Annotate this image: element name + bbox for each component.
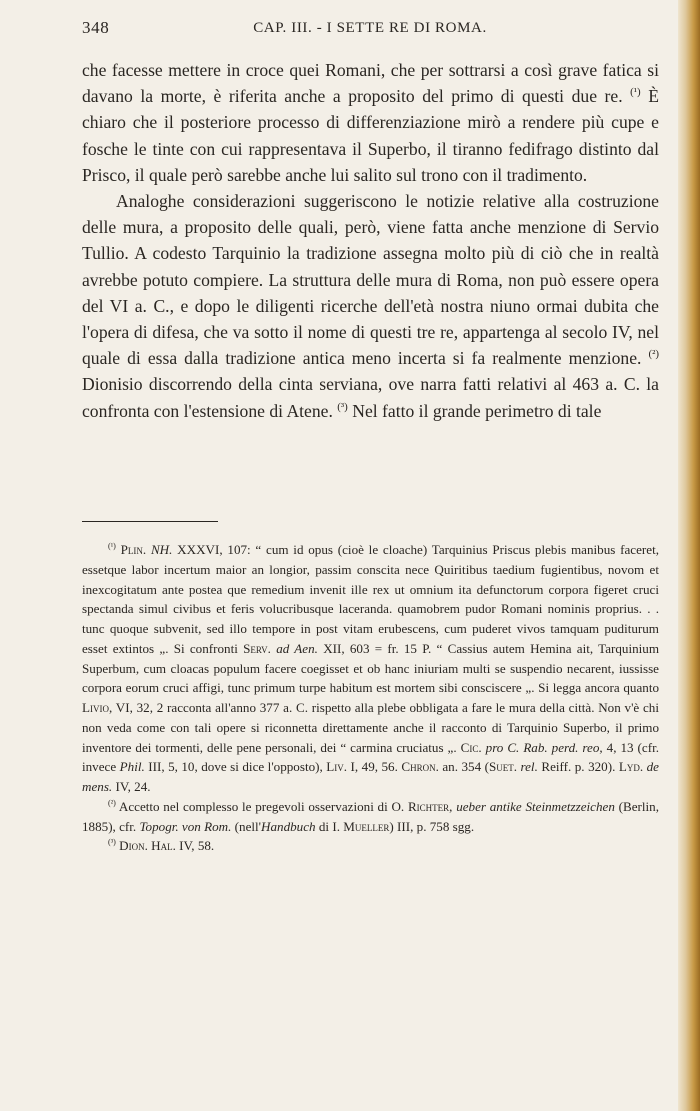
footnote-1-author-7: Suet.: [488, 759, 518, 775]
footnote-1-work-5: Phil.: [119, 759, 145, 775]
footnote-2: [82, 797, 659, 837]
footnote-2-text-4: di I.: [318, 818, 340, 834]
paragraph-2-end: Nel fatto il grande perimetro di tale: [352, 400, 602, 421]
footnote-2-text-5: III, p. 758 sgg.: [397, 818, 475, 834]
footnote-2-mark: (²): [108, 798, 116, 808]
footnote-1-text-5: III, 5, 10, dove si dice l'opposto),: [148, 759, 323, 775]
footnote-1-work-8: de mens.: [82, 759, 659, 794]
footnote-1-author-8: Lyd.: [618, 759, 644, 775]
footnote-1-work-7: rel.: [520, 759, 538, 775]
footnote-1-author-3: Livio,: [82, 700, 113, 715]
footnote-3-text: IV, 58.: [179, 838, 215, 854]
footnote-1-text-6: I, 49, 56.: [350, 759, 398, 775]
footnote-1-author-5: Liv.: [326, 759, 348, 775]
footnote-2-text: Accetto nel complesso le pregevoli osservazioni di O.: [118, 798, 405, 814]
page-edge-shadow: [678, 0, 700, 1111]
footnote-1-work-4: pro C. Rab. perd. reo,: [485, 739, 603, 755]
footnote-1-work: NH.: [150, 542, 173, 557]
footnote-3-author: Dion.: [119, 838, 148, 854]
footnote-ref-3: (³): [337, 400, 348, 413]
paragraph-1-continued: È chiaro che il posteriore processo di differenziazione mirò a rendere più cupe e fosche le tinte con cui rappresentava il Superbo, il tiranno fedifrago distinto dal Prisco, il quale però sarebbe anche lui salito sul trono con il tradimento.: [82, 86, 659, 185]
footnote-1-quote: XXXVI, 107: “ cum id opus (cioè le cloache) Tarquinius Priscus plebis manibus faceret, essetque labor incertum maior an longior, passim conscita nece Quiritibus taedium fugientibus, novom et inexcogitatum ante postea que remedium invenit ille rex ut omnium ita defunctorum corpora figeret cruci spectanda simul civibus et feris volucribusque laceranda. quamobrem pudor Romani nominis proprius. . . tunc quoque subvenit, sed illo tempore in post vitam erubescens, cum puderet vivos tamquam puditurum esset extintos „. Si confronti: [82, 542, 659, 656]
footnote-1-mark: (¹): [108, 541, 116, 551]
footnote-2-author: Richter,: [407, 798, 453, 814]
footnote-2-work-3: Handbuch: [261, 818, 316, 834]
footnote-2-work-2: Topogr. von Rom.: [139, 818, 232, 834]
paragraph-1: che facesse mettere in croce quei Romani, che per sottrarsi a così grave fatica si davano la morte, è riferita anche a proposito del primo di questi due re.: [82, 60, 659, 107]
main-text: [82, 57, 659, 424]
footnote-2-text-3: (nell': [234, 818, 262, 834]
paragraph-2: Analoghe considerazioni suggeriscono le notizie relative alla costruzione delle mura, a proposito delle quali, però, viene fatta anche menzione di Servio Tullio. A codesto Tarquinio la tradizione assegna molto più di ciò che in realtà avrebbe potuto compiere. La struttura delle mura di Roma, non può essere opera del VI a. C., e dopo le diligenti ricerche dell'età nostra niuno ormai dubita che l'opera di difesa, che va sotto il nome di questi tre re, appartenga al secolo IV, nel quale di essa dalla tradizione antica meno incerta si fa realmente menzione.: [82, 191, 659, 369]
footnote-1-text-3: VI, 32, 2 racconta all'anno 377 a. C. rispetto alla plebe obbligata a fare le mura della città. Non v'è chi non veda come con tali opere si riconnetta direttamente anche il racconto di Tarquinio Superbo, il primo inventore dei tormenti, delle pene personali, dei “ carmina cruciatus „.: [82, 700, 659, 755]
footnote-3-author-2: Hal.: [151, 838, 176, 854]
footnote-3: [82, 836, 659, 856]
paragraph-2-continued: Dionisio discorrendo della cinta serviana, ove narra fatti relativi al 463 a. C. la confronta con l'estensione di Atene.: [82, 374, 659, 421]
footnote-1-author-4: Cic.: [460, 739, 482, 755]
running-head: CAP. III. - I SETTE RE DI ROMA.: [253, 20, 487, 36]
footnote-1-author: Plin.: [120, 542, 147, 557]
footnotes: [82, 540, 659, 856]
page-header: [82, 18, 658, 44]
footnote-1-text-7: an. 354 (: [442, 759, 489, 775]
footnote-2-author-2: Mueller): [343, 818, 394, 834]
footnote-1-author-6: Chron.: [401, 759, 439, 775]
footnote-ref-2: (²): [648, 348, 659, 361]
footnote-1-text-9: IV, 24.: [115, 779, 151, 794]
page-number: 348: [82, 18, 110, 37]
footnote-separator: [82, 521, 218, 522]
footnote-1-text-2: XII, 603 = fr. 15 P. “ Cassius autem Hemina ait, Tarquinium Superbum, cum cloacas populum facere coegisset et ob hanc iniuriam multi se suspendio necarent, iussisse corpora eorum cruci affigi, tunc primum turpe habitum est mortem sibi consciscere „. Si legga ancora quanto: [82, 640, 660, 696]
footnote-2-work: ueber antike Steinmetzzeichen: [456, 798, 615, 814]
footnote-2-text-2: (Berlin, 1885), cfr.: [82, 798, 659, 834]
footnote-ref-1: (¹): [630, 86, 641, 99]
footnote-1-text-8: Reiff. p. 320).: [541, 759, 616, 775]
footnote-3-mark: (³): [108, 837, 116, 847]
footnote-1-work-2: ad Aen.: [276, 640, 318, 656]
footnote-1: [82, 540, 659, 797]
footnote-1-text-4: 4, 13 (cfr. invece: [82, 739, 659, 775]
footnote-1-author-2: Serv.: [243, 640, 271, 656]
